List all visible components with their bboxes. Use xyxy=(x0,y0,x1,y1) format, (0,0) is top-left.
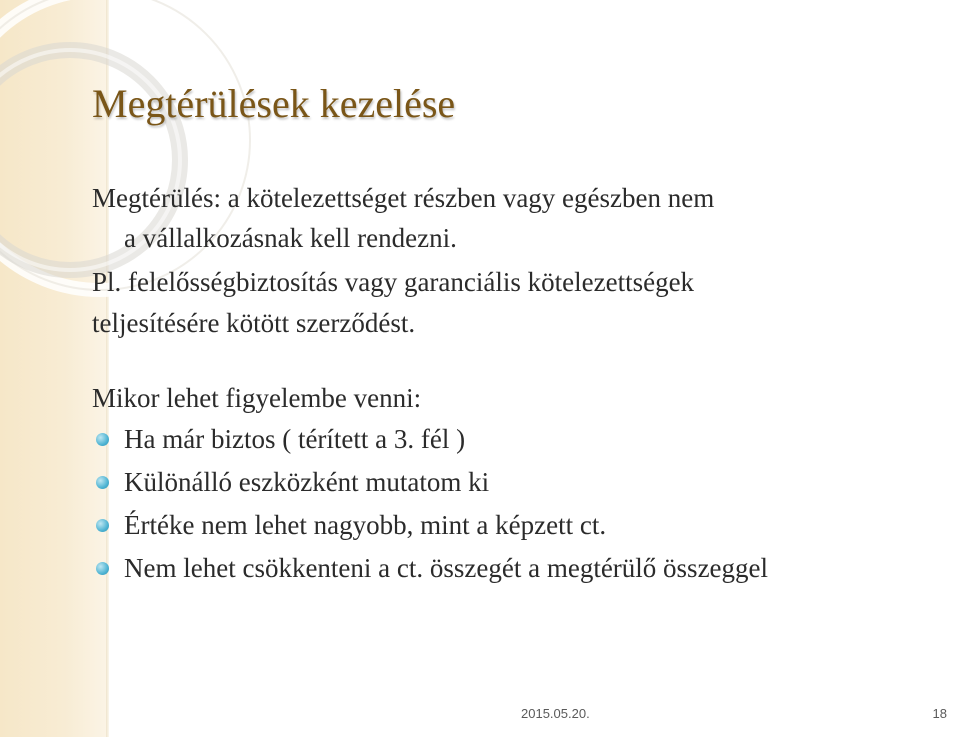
bullet-text: Nem lehet csökkenteni a ct. összegét a megtérülő összeggel xyxy=(124,553,769,583)
bullet-list xyxy=(92,418,922,586)
slide-content xyxy=(92,178,922,586)
bullet-text: Különálló eszközként mutatom ki xyxy=(124,467,490,497)
circle-bullet-icon xyxy=(96,433,109,446)
circle-bullet-icon xyxy=(96,519,109,532)
list-item xyxy=(92,504,922,547)
definition-line-2: a vállalkozásnak kell rendezni. xyxy=(124,223,457,253)
bullet-text: Értéke nem lehet nagyobb, mint a képzett ct. xyxy=(124,510,607,540)
page-number: 18 xyxy=(932,706,947,721)
footer-date: 2015.05.20. xyxy=(521,706,590,721)
list-item xyxy=(92,547,922,586)
definition-line-1: Megtérülés: a kötelezettséget részben vagy egészben nem xyxy=(92,183,715,213)
list-item xyxy=(92,461,922,504)
circle-bullet-icon xyxy=(96,476,109,489)
list-item xyxy=(92,418,922,461)
bullet-text: Ha már biztos ( térített a 3. fél ) xyxy=(124,424,466,454)
question-heading: Mikor lehet figyelembe venni: xyxy=(92,383,422,413)
example-line-1: Pl. felelősségbiztosítás vagy garanciális kötelezettségek xyxy=(92,267,695,297)
example-line-2: teljesítésére kötött szerződést. xyxy=(92,308,416,338)
circle-bullet-icon xyxy=(96,562,109,575)
slide-title: Megtérülések kezelése xyxy=(92,81,456,126)
